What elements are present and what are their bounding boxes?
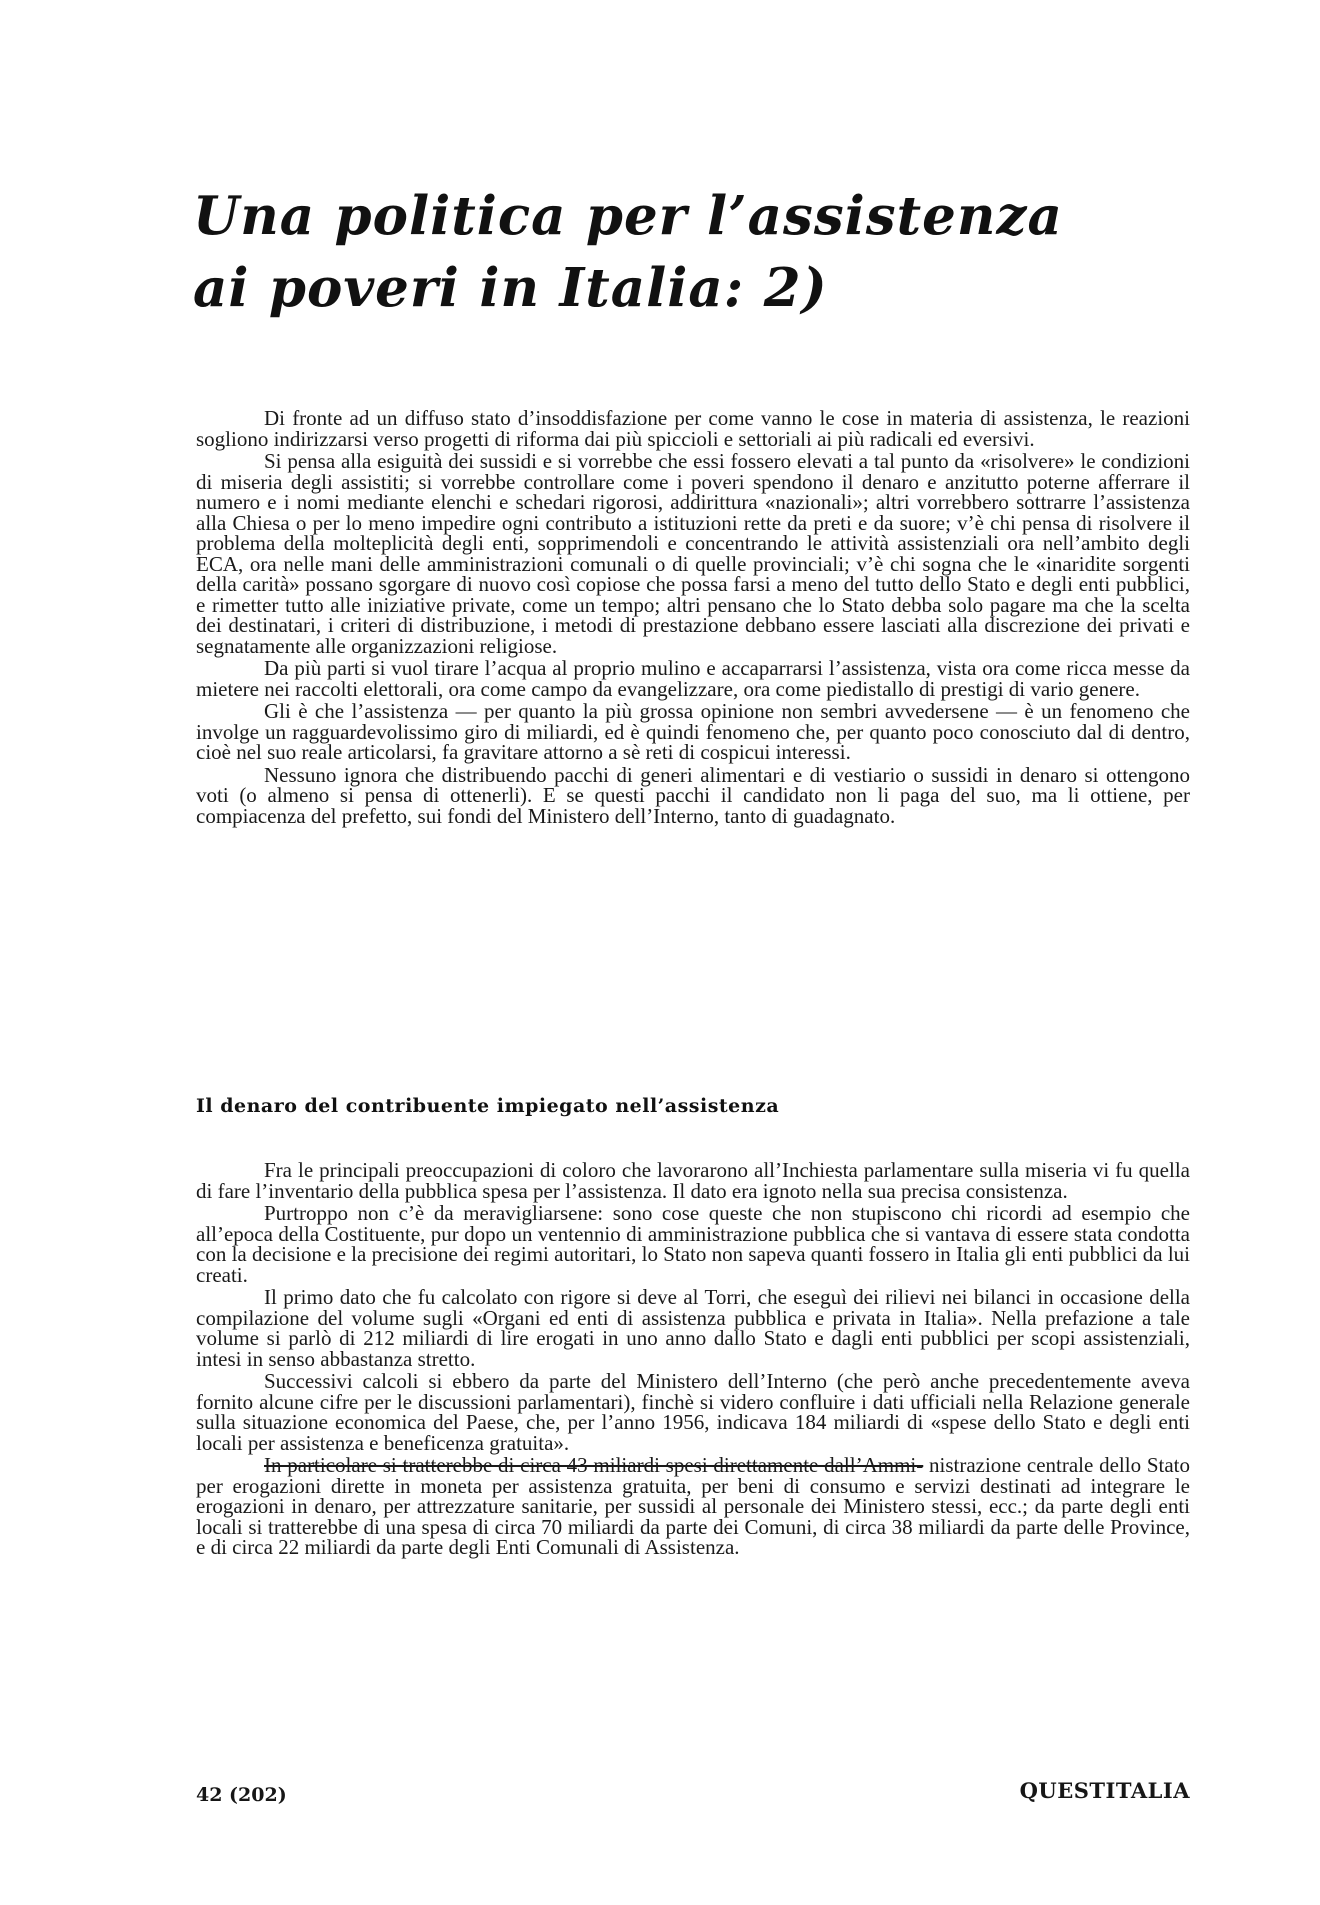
intro-paragraph: Gli è che l’assistenza — per quanto la più grossa opinione non sembri avvedersene — è un fenomeno che involge un ragguardevolissimo giro di miliardi, ed è quindi fenomeno che, per quanto poco conosciuto dal di dentro, cioè nel suo reale articolarsi, fa gravitare attorno a sè reti di cospicui interessi. <box>196 699 1190 764</box>
title-line-2: ai poveri in Italia: 2) <box>193 257 828 319</box>
intro-paragraph: Di fronte ad un diffuso stato d’insoddisfazione per come vanno le cose in materia di assistenza, le reazioni sogliono indirizzarsi verso progetti di riforma dai più spiccioli e settoriali ai più radicali ed eversivi. <box>196 406 1190 451</box>
intro-paragraph: Nessuno ignora che distribuendo pacchi di generi alimentari e di vestiario o sussidi in denaro si ottengono voti (o almeno si pensa di ottenerli). E se questi pacchi il candidato non li paga del suo, ma li ottiene, per compiacenza del prefetto, sui fondi del Ministero dell’Interno, tanto di guadagnato. <box>196 762 1190 828</box>
section-paragraph: Purtroppo non c’è da meravigliarsene: sono cose queste che non stupiscono chi ricordi ad esempio che all’epoca della Costituente, pur dopo un ventennio di amministrazione pubblica che si vantava di essere stata condotta con la decisione e la precisione dei regimi autoritari, lo Stato non sapeva quanti fossero in Italia gli enti pubblici da lui creati. <box>196 1201 1190 1287</box>
struck-text: In particolare si tratterebbe di circa 43 miliardi spesi direttamente dall’Ammi- <box>264 1453 924 1477</box>
section-paragraph: Fra le principali preoccupazioni di coloro che lavorarono all’Inchiesta parlamentare sulla miseria vi fu quella di fare l’inventario della pubblica spesa per l’assistenza. Il dato era ignoto nella sua precisa consistenza. <box>196 1158 1190 1203</box>
article-title <box>193 180 1193 324</box>
section-paragraph-last <box>196 1455 1190 1558</box>
section-paragraph: Successivi calcoli si ebbero da parte del Ministero dell’Interno (che però anche precedentemente aveva fornito alcune cifre per le discussioni parlamentari), finchè si videro confluire i dati ufficiali nella Relazione generale sulla situazione economica del Paese, che, per l’anno 1956, indicava 184 miliardi di «spese dello Stato e degli enti locali per assistenza e beneficenza gratuita». <box>196 1369 1190 1455</box>
section-paragraph: Il primo dato che fu calcolato con rigore si deve al Torri, che eseguì dei rilievi nei bilanci in occasione della compilazione del volume sugli «Organi ed enti di assistenza pubblica e privata in Italia». Nella prefazione a tale volume si parlò di 212 miliardi di lire erogati in uno anno dallo Stato e dagli enti pubblici per scopi assistenziali, intesi in senso abbastanza stretto. <box>196 1285 1190 1371</box>
page-number: 42 (202) <box>196 1784 287 1806</box>
paragraph-continuation: nistrazione centrale dello Stato per erogazioni dirette in moneta per assistenza gratuita, per beni di consumo e servizi destinati ad integrare le erogazioni in denaro, per attrezzature sanitarie, per sussidi al personale dei Ministero stessi, ecc.; da parte degli enti locali si tratterebbe di una spesa di circa 70 miliardi da parte dei Comuni, di circa 38 miliardi da parte delle Province, e di circa 22 miliardi da parte degli Enti Comunali di Assistenza. <box>196 1453 1190 1559</box>
section-text <box>196 1160 1190 1560</box>
intro-paragraph: Si pensa alla esiguità dei sussidi e si vorrebbe che essi fossero elevati a tal punto da «risolvere» le condizioni di miseria degli assistiti; si vorrebbe controllare come i poveri spendono il denaro e anzitutto poterne afferrare il numero e i nomi mediante elenchi e schedari rigorosi, addirittura «nazionali»; altri vorrebbero sottrarre l’assistenza alla Chiesa o per lo meno impedire ogni contributo a istituzioni rette da preti e da suore; v’è chi pensa di risolvere il problema della molteplicità degli enti, sopprimendoli e concentrando le attività assistenziali ora nell’ambito degli ECA, ora nelle mani delle amministrazioni comunali o di quelle provinciali; v’è chi sogna che le «inaridite sorgenti della carità» possano sgorgare di nuovo così copiose che possa farsi a meno del tutto dello Stato e degli enti pubblici, e rimetter tutto alle iniziative private, come un tempo; altri pensano che lo Stato debba solo pagare ma che la scelta dei destinatari, i criteri di distribuzione, i metodi di prestazione debbano essere lasciati alla discrezione dei privati e segnatamente alle organizzazioni religiose. <box>196 449 1190 658</box>
title-line-1: Una politica per l’assistenza <box>193 185 1063 247</box>
intro-text <box>196 408 1190 828</box>
intro-paragraph: Da più parti si vuol tirare l’acqua al proprio mulino e accaparrarsi l’assistenza, vista ora come ricca messe da mietere nei raccolti elettorali, ora come campo da evangelizzare, ora come piedistallo di prestigi di vario genere. <box>196 656 1190 701</box>
journal-name: QUESTITALIA <box>1019 1778 1190 1803</box>
section-heading: Il denaro del contribuente impiegato nell’assistenza <box>196 1095 780 1117</box>
